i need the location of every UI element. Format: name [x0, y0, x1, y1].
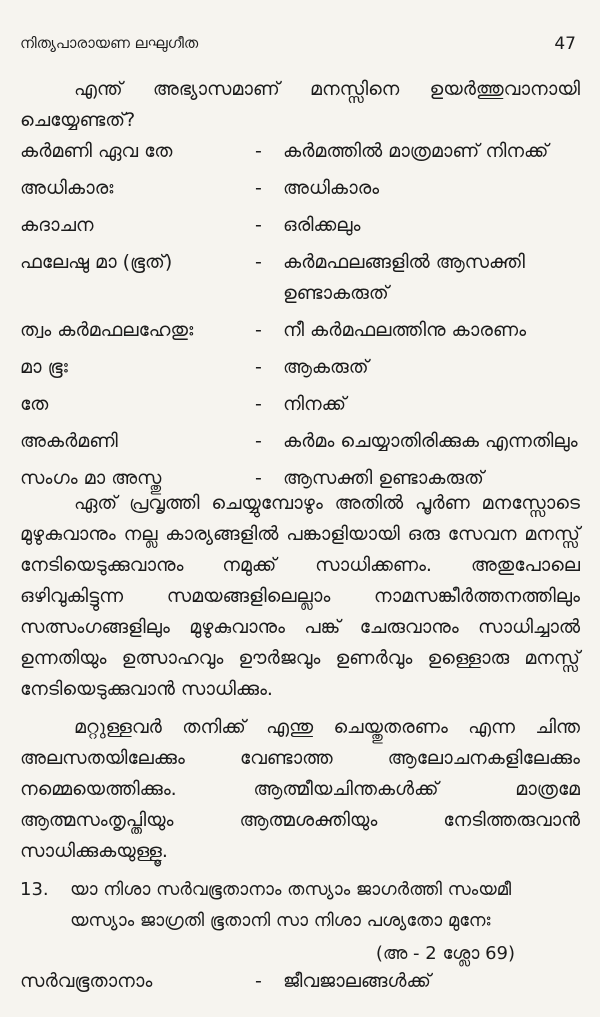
gloss-row: [20, 210, 590, 241]
paragraph-2: മറ്റുള്ളവർ തനിക്ക് എന്തു ചെയ്തുതരണം എന്ന ചിന്ത അലസതയിലേക്കും വേണ്ടാത്ത ആലോചനകളിലേക്കും നമ്മെയെത്തിക്കും. ആത്മീയചിന്തകൾക്ക് മാത്രമേ ആത്മസംതൃപ്തിയും ആത്മശക്തിയും നേടിത്തരുവാൻ സാധിക്കുകയുള്ളൂ.: [20, 716, 580, 862]
gloss-row: [20, 966, 590, 997]
gloss-term: മാ ഭൂഃ: [20, 356, 68, 378]
book-title: നിത്യപാരായണ ലഘുഗീത: [20, 34, 199, 52]
question-text: എന്ത് അഭ്യാസമാണ് മനസ്സിനെ ഉയർത്തുവാനായി ചെയ്യേണ്ടത്?: [20, 78, 580, 131]
gloss-row: [20, 136, 590, 167]
gloss-term: കദാചന: [20, 214, 94, 236]
gloss-row: [20, 389, 590, 420]
gloss-row: [20, 247, 590, 309]
verse-number: 13.: [20, 879, 49, 900]
gloss-meaning: കർമഫലങ്ങളിൽ ആസക്തി ഉണ്ടാകരുത്: [283, 251, 525, 304]
gloss-term: ത്വം കർമഫലഹേതുഃ: [20, 319, 194, 341]
page-number: 47: [554, 34, 576, 54]
glossary-2: [20, 966, 590, 1003]
gloss-term: അധികാരഃ: [20, 177, 114, 199]
gloss-dash: -: [255, 177, 262, 199]
gloss-dash: -: [255, 140, 262, 162]
gloss-term: സർവഭൂതാനാം: [20, 970, 153, 992]
gloss-row: [20, 315, 590, 346]
gloss-dash: -: [255, 319, 262, 341]
gloss-meaning: കർമത്തിൽ മാത്രമാണ് നിനക്ക്: [283, 140, 549, 162]
gloss-term: തേ: [20, 393, 49, 415]
verse-line-1: യാ നിശാ സർവഭൂതാനാം തസ്യാം ജാഗർത്തി സംയമീ: [70, 879, 512, 900]
gloss-meaning: ആസക്തി ഉണ്ടാകരുത്: [283, 467, 484, 489]
gloss-meaning: കർമം ചെയ്യാതിരിക്കുക എന്നതിലും: [283, 430, 578, 452]
gloss-meaning: ഒരിക്കലും: [283, 214, 361, 236]
verse-line-2: യസ്യാം ജാഗ്രതി ഭൂതാനി സാ നിശാ പശ്യതോ മുനേഃ: [70, 910, 491, 931]
gloss-dash: -: [255, 356, 262, 378]
paragraph-1: ഏത് പ്രവൃത്തി ചെയ്യുമ്പോഴും അതിൽ പൂർണ മനസ്സോടെ മുഴുകുവാനും നല്ല കാര്യങ്ങളിൽ പങ്കാളിയായി ഒരു സേവന മനസ്സ് നേടിയെടുക്കുവാനും നമുക്ക് സാധിക്കണം. അതുപോലെ ഒഴിവുകിട്ടുന്ന സമയങ്ങളിലെല്ലാം നാമസങ്കീർത്തനത്തിലും സത്സംഗങ്ങളിലും മുഴുകുവാനും പങ്ക് ചേരുവാനും സാധിച്ചാൽ ഉന്നതിയും ഉത്സാഹവും ഊർജവും ഉണർവും ഉള്ളൊരു മനസ്സ് നേടിയെടുക്കുവാൻ സാധിക്കും.: [20, 492, 580, 700]
gloss-meaning: അധികാരം: [283, 177, 380, 199]
gloss-term: കർമണി ഏവ തേ: [20, 140, 173, 162]
gloss-dash: -: [255, 251, 262, 273]
verse-reference: (അ - 2 ശ്ലോ 69): [375, 943, 515, 964]
gloss-dash: -: [255, 430, 262, 452]
gloss-term: സംഗം മാ അസ്തു: [20, 467, 162, 489]
gloss-meaning: ആകരുത്: [283, 356, 369, 378]
gloss-row: [20, 426, 590, 457]
verse-block: [20, 874, 595, 969]
gloss-row: [20, 352, 590, 383]
gloss-dash: -: [255, 970, 262, 992]
glossary-1: [20, 136, 590, 500]
gloss-term: അകർമണി: [20, 430, 118, 452]
gloss-row: [20, 173, 590, 204]
gloss-dash: -: [255, 393, 262, 415]
gloss-dash: -: [255, 214, 262, 236]
page-header: [20, 34, 576, 58]
gloss-term: ഫലേഷു മാ (ഭൂത്): [20, 251, 173, 273]
gloss-dash: -: [255, 467, 262, 489]
gloss-meaning: നീ കർമഫലത്തിനു കാരണം: [283, 319, 527, 341]
gloss-meaning: ജീവജാലങ്ങൾക്ക്: [283, 970, 431, 992]
gloss-meaning: നിനക്ക്: [283, 393, 347, 415]
